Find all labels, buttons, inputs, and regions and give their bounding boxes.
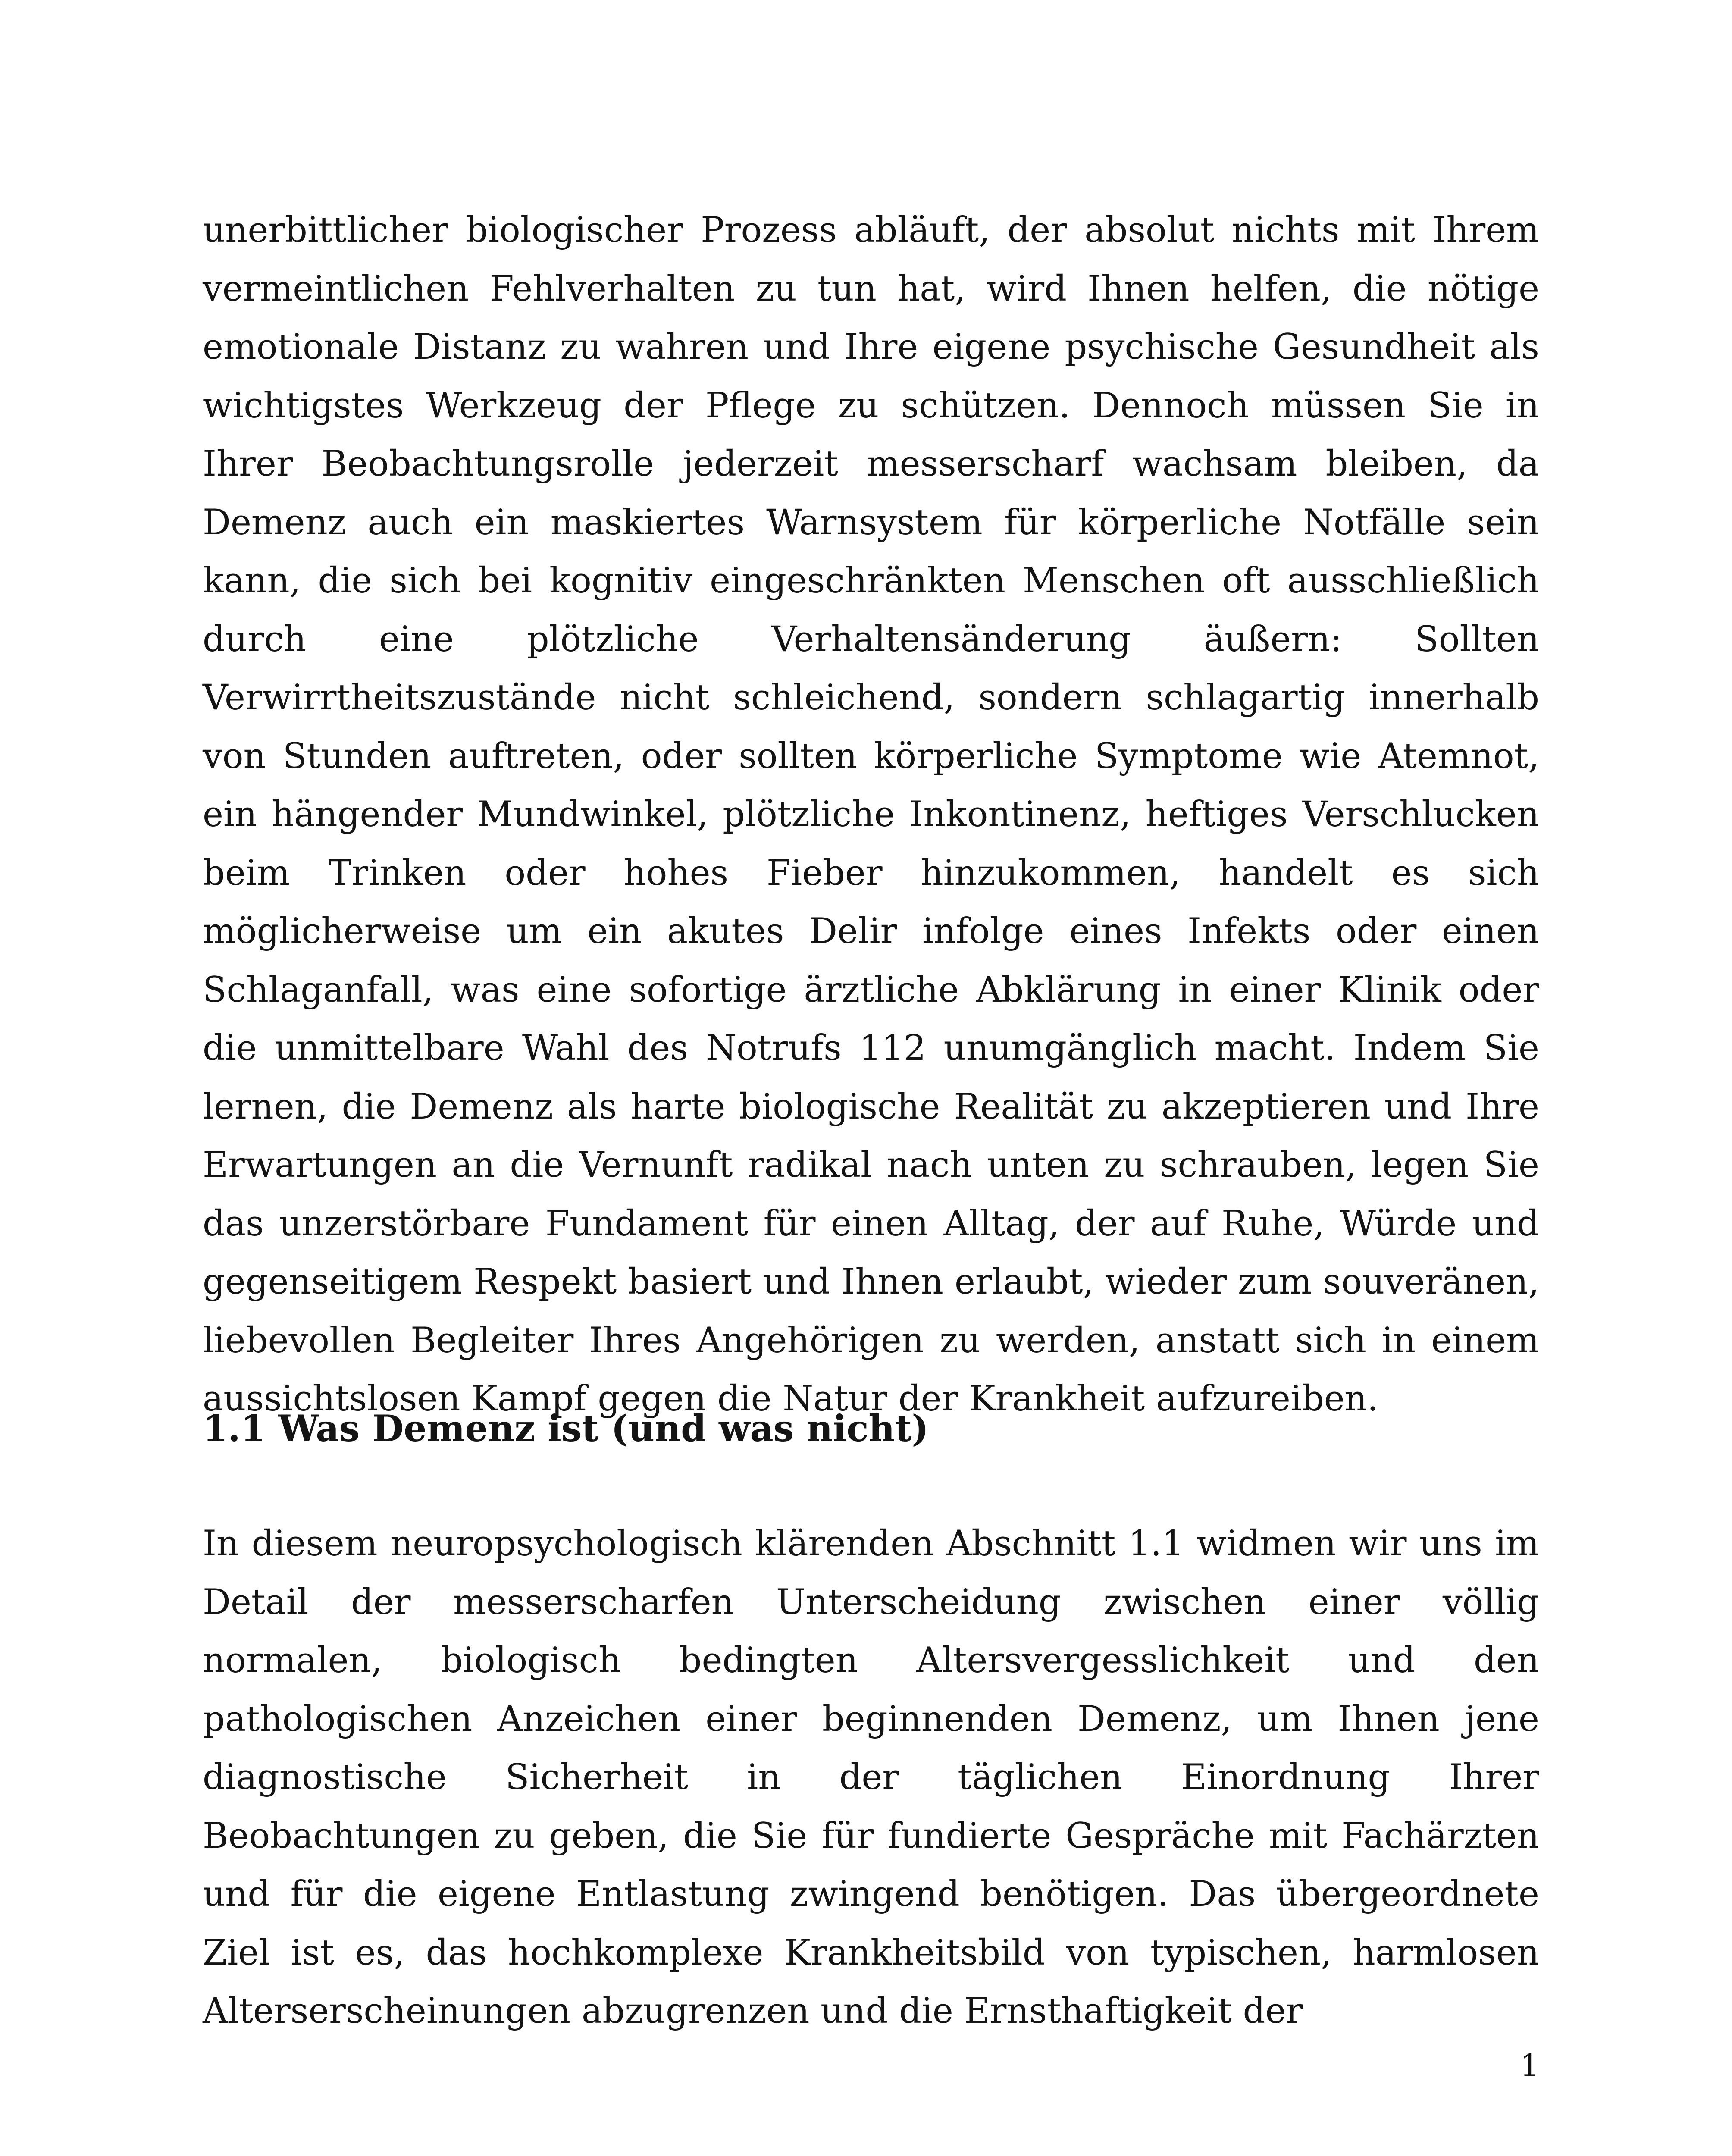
section-heading: 1.1 Was Demenz ist (und was nicht)	[203, 1407, 929, 1450]
page-number: 1	[1520, 2048, 1539, 2083]
body-paragraph: unerbittlicher biologischer Prozess abläuft, der absolut nichts mit Ihrem vermeintlichen Fehlverhalten zu tun hat, wird Ihnen helfen, die nötige emotionale Distanz zu wahren und Ihre eigene psychische Gesundheit als wichtigstes Werkzeug der Pflege zu schützen. Dennoch müssen Sie in Ihrer Beobachtungsrolle jederzeit messerscharf wachsam bleiben, da Demenz auch ein maskiertes Warnsystem für körperliche Notfälle sein kann, die sich bei kognitiv eingeschränkten Menschen oft ausschließlich durch eine plötzliche Verhaltensänderung äußern: Sollten Verwirrtheitszustände nicht schleichend, sondern schlagartig innerhalb von Stunden auftreten, oder sollten körperliche Symptome wie Atemnot, ein hängender Mundwinkel, plötzliche Inkontinenz, heftiges Verschlucken beim Trinken oder hohes Fieber hinzukommen, handelt es sich möglicherweise um ein akutes Delir infolge eines Infekts oder einen Schlaganfall, was eine sofortige ärztliche Abklärung in einer Klinik oder die unmittelbare Wahl des Notrufs 112 unumgänglich macht. Indem Sie lernen, die Demenz als harte biologische Realität zu akzeptieren und Ihre Erwartungen an die Vernunft radikal nach unten zu schrauben, legen Sie das unzerstörbare Fundament für einen Alltag, der auf Ruhe, Würde und gegenseitigem Respekt basiert und Ihnen erlaubt, wieder zum souveränen, liebevollen Begleiter Ihres Angehörigen zu werden, anstatt sich in einem aussichtslosen Kampf gegen die Natur der Krankheit aufzureiben.	[203, 210, 1539, 1419]
body-paragraph: In diesem neuropsychologisch klärenden Abschnitt 1.1 widmen wir uns im Detail der messerscharfen Unterscheidung zwischen einer völlig normalen, biologisch bedingten Altersvergesslichkeit und den pathologischen Anzeichen einer beginnenden Demenz, um Ihnen jene diagnostische Sicherheit in der täglichen Einordnung Ihrer Beobachtungen zu geben, die Sie für fundierte Gespräche mit Fachärzten und für die eigene Entlastung zwingend benötigen. Das übergeordnete Ziel ist es, das hochkomplexe Krankheitsbild von typischen, harmlosen Alterserscheinungen abzugrenzen und die Ernsthaftigkeit der	[203, 1523, 1539, 2031]
